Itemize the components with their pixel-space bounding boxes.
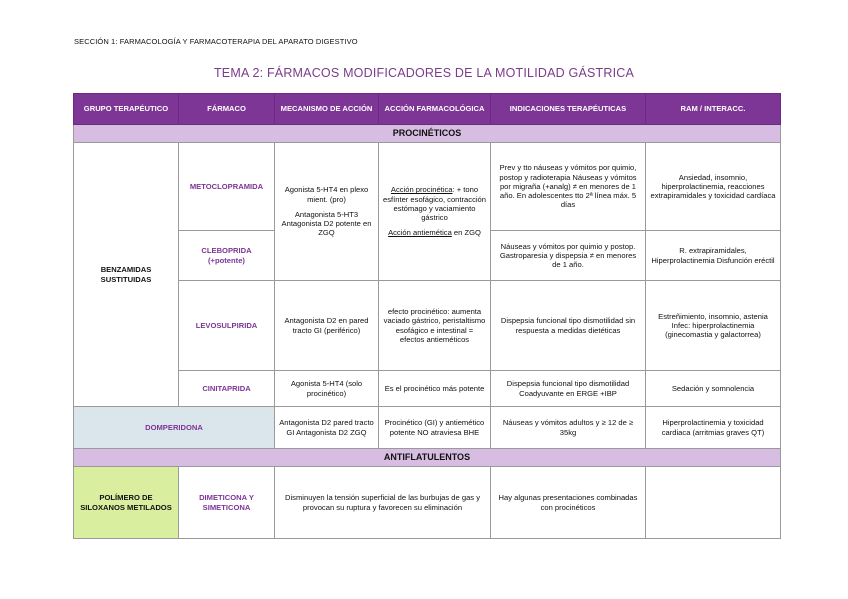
ram-cell bbox=[646, 467, 781, 539]
drug-cell: LEVOSULPIRIDA bbox=[179, 281, 275, 371]
col-header-mechanism: MECANISMO DE ACCIÓN bbox=[275, 94, 379, 125]
col-header-ram: RAM / INTERACC. bbox=[646, 94, 781, 125]
action-label: Acción antiemética bbox=[388, 228, 452, 238]
mechanism-cell: Antagonista D2 en pared tracto GI (periférico) bbox=[275, 281, 379, 371]
section-row-procineticos bbox=[74, 125, 781, 143]
ram-cell: Sedación y somnolencia bbox=[646, 371, 781, 407]
page-title: TEMA 2: FÁRMACOS MODIFICADORES DE LA MOTILIDAD GÁSTRICA bbox=[213, 66, 635, 80]
table-row bbox=[74, 467, 781, 539]
section-row-antiflatulentos bbox=[74, 449, 781, 467]
action-cell: efecto procinético: aumenta vaciado gástrico, peristaltismo esofágico e intestinal = efectos antieméticos bbox=[379, 281, 491, 371]
drug-table bbox=[73, 93, 781, 539]
ram-cell: Ansiedad, insomnio, hiperprolactinemia, reacciones extrapiramidales y toxicidad cardíaca bbox=[646, 143, 781, 231]
mechanism-text: Antagonista 5-HT3 Antagonista D2 potente en ZGQ bbox=[281, 209, 372, 238]
section-title: ANTIFLATULENTOS bbox=[74, 449, 781, 467]
mechanism-text: Agonista 5-HT4 en plexo mient. (pro) bbox=[284, 185, 369, 204]
drug-cell: DIMETICONA Y SIMETICONA bbox=[179, 467, 275, 539]
indications-cell: Náuseas y vómitos por quimio y postop. Gastroparesia y dispepsia ≠ en menores de 1 año. bbox=[491, 231, 646, 281]
table-row bbox=[74, 143, 781, 231]
mechanism-cell: Agonista 5-HT4 (solo procinético) bbox=[275, 371, 379, 407]
ram-cell: Hiperprolactinemia y toxicidad cardiaca (arritmias graves QT) bbox=[646, 407, 781, 449]
drug-cell: CINITAPRIDA bbox=[179, 371, 275, 407]
action-text: : + tono esfínter esofágico, contracción estómago y vaciamiento gástrico bbox=[383, 185, 486, 223]
col-header-drug: FÁRMACO bbox=[179, 94, 275, 125]
action-cell: Procinético (GI) y antiemético potente NO atraviesa BHE bbox=[379, 407, 491, 449]
indications-cell: Dispepsia funcional tipo dismotilidad Coadyuvante en ERGE +IBP bbox=[491, 371, 646, 407]
indications-cell: Prev y tto náuseas y vómitos por quimio, postop y radioterapia Náuseas y vómitos por migraña (+analg) ≠ en menores de 1 año. En adolescentes tto 2ª línea máx. 5 días bbox=[491, 143, 646, 231]
action-text: en ZGQ bbox=[451, 228, 481, 238]
group-cell-polimero: POLÍMERO DE SILOXANOS METILADOS bbox=[74, 467, 179, 539]
col-header-indications: INDICACIONES TERAPÉUTICAS bbox=[491, 94, 646, 125]
table-row bbox=[74, 371, 781, 407]
drug-cell: CLEBOPRIDA (+potente) bbox=[179, 231, 275, 281]
action-cell bbox=[379, 143, 491, 281]
action-cell: Es el procinético más potente bbox=[379, 371, 491, 407]
indications-cell: Náuseas y vómitos adultos y ≥ 12 de ≥ 35kg bbox=[491, 407, 646, 449]
ram-cell: R. extrapiramidales, Hiperprolactinemia Disfunción eréctil bbox=[646, 231, 781, 281]
group-cell-domperidona: DOMPERIDONA bbox=[74, 407, 275, 449]
ram-cell: Estreñimiento, insomnio, astenia Infec: hiperprolactinemia (ginecomastia y galactorrea) bbox=[646, 281, 781, 371]
col-header-action: ACCIÓN FARMACOLÓGICA bbox=[379, 94, 491, 125]
indications-cell: Hay algunas presentaciones combinadas con procinéticos bbox=[491, 467, 646, 539]
mechanism-cell: Disminuyen la tensión superficial de las burbujas de gas y provocan su ruptura y favorecen su eliminación bbox=[275, 467, 491, 539]
mechanism-cell: Antagonista D2 pared tracto GI Antagonista D2 ZGQ bbox=[275, 407, 379, 449]
col-header-group: GRUPO TERAPÉUTICO bbox=[74, 94, 179, 125]
group-cell-benzamidas: BENZAMIDAS SUSTITUIDAS bbox=[74, 143, 179, 407]
table-row bbox=[74, 407, 781, 449]
section-title: PROCINÉTICOS bbox=[74, 125, 781, 143]
action-label: Acción procinética bbox=[390, 185, 453, 195]
mechanism-cell bbox=[275, 143, 379, 281]
page-header: SECCIÓN 1: FARMACOLOGÍA Y FARMACOTERAPIA DEL APARATO DIGESTIVO bbox=[74, 37, 358, 46]
table-row bbox=[74, 281, 781, 371]
indications-cell: Dispepsia funcional tipo dismotilidad sin respuesta a medidas dietéticas bbox=[491, 281, 646, 371]
table-header-row bbox=[74, 94, 781, 125]
drug-cell: METOCLOPRAMIDA bbox=[179, 143, 275, 231]
